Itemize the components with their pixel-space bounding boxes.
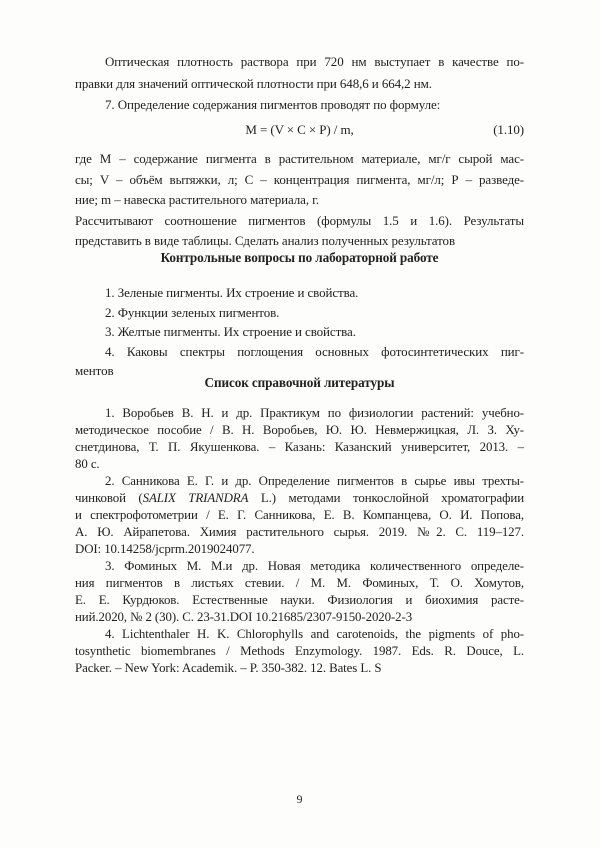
- reference-text: чинковой (: [75, 491, 143, 505]
- reference-line: А. Ю. Айрапетова. Химия растительного сырья. 2019. №2. С. 119–127.: [75, 525, 524, 539]
- paragraph-line: представить в виде таблицы. Сделать анализ полученных результатов: [75, 233, 455, 248]
- reference-line: снетдинова, Т. П. Якушенкова. – Казань: Казанский университет, 2013. –: [75, 440, 524, 454]
- reference-line: 80 с.: [75, 457, 100, 471]
- reference-line: 3. Фоминых М. М.и др. Новая методика количественного определе-: [105, 559, 524, 573]
- reference-line: DOI: 10.14258/jcprm.2019024077.: [75, 542, 255, 556]
- question-item: 4. Каковы спектры поглощения основных фотосинтетических пиг-: [105, 343, 524, 359]
- intro-paragraphs: [75, 51, 524, 116]
- paragraph-line: где М – содержание пигмента в растительном материале, мг/г сырой мас-: [75, 151, 524, 166]
- question-item: 2. Функции зеленых пигментов.: [105, 304, 280, 320]
- formula-explanation: [75, 149, 524, 252]
- reference-line: Е. Е. Курдюков. Естественные науки. Физиология и биохимия расте-: [75, 593, 524, 607]
- references-section-heading: Список справочной литературы: [204, 375, 395, 390]
- reference-line: ния пигментов в листьях стевии. / М. М. Фоминых, Т. О. Хомутов,: [75, 576, 524, 590]
- species-name-italic: SALIX TRIANDRA: [142, 491, 249, 505]
- reference-text: L.) методами тонкослойной хроматографии: [248, 491, 524, 505]
- paragraph-line: сы; V – объём вытяжки, л; С – концентрация пигмента, мг/л; Р – разведе-: [75, 171, 524, 187]
- reference-line: tosynthetic biomembranes / Methods Enzymology. 1987. Eds. R. Douce, L.: [75, 644, 524, 658]
- question-item: 1. Зеленые пигменты. Их строение и свойства.: [105, 285, 359, 300]
- formula-row: [75, 119, 524, 141]
- reference-line: и спектрофотометрии / Е. Г. Санникова, Е. В. Компанцева, О. И. Попова,: [75, 508, 524, 522]
- paragraph-line: Оптическая плотность раствора при 720 нм выступает в качестве по-: [105, 54, 524, 69]
- questions-list: [75, 283, 524, 381]
- question-item: 3. Желтые пигменты. Их строение и свойства.: [105, 324, 356, 339]
- questions-section-heading: Контрольные вопросы по лабораторной работе: [160, 250, 439, 265]
- paragraph-line: правки для значений оптической плотности при 648,6 и 664,2 нм.: [75, 75, 432, 91]
- paragraph-line: 7. Определение содержания пигментов проводят по формуле:: [105, 97, 441, 112]
- reference-line: методическое пособие / В. Н. Воробьев, Ю. Ю. Невмержицкая, Л. З. Ху-: [75, 423, 524, 437]
- references-list: [75, 405, 524, 677]
- reference-line: 1. Воробьев В. Н. и др. Практикум по физиологии растений: учебно-: [105, 406, 524, 420]
- reference-line: ний.2020, № 2 (30). С. 23-31.DOI 10.21685/2307-9150-2020-2-3: [75, 610, 413, 624]
- reference-line: 4. Lichtenthaler H. K. Chlorophylls and carotenoids, the pigments of pho-: [105, 627, 524, 641]
- formula-number: (1.10): [493, 122, 524, 137]
- paragraph-line: ние; m – навеска растительного материала, г.: [75, 192, 320, 207]
- page-number: 9: [296, 792, 303, 806]
- reference-line: Packer. – New York: Academik. – P. 350-382. 12. Bates L. S: [75, 661, 382, 675]
- formula-text: М = (V × С × Р) / m,: [245, 122, 354, 137]
- reference-line: [75, 490, 524, 507]
- question-item-wrap: ментов: [75, 363, 114, 378]
- reference-line: 2. Санникова Е. Г. и др. Определение пигментов в сырье ивы трехты-: [105, 474, 524, 488]
- paragraph-line: Рассчитывают соотношение пигментов (формулы 1.5 и 1.6). Результаты: [75, 212, 524, 228]
